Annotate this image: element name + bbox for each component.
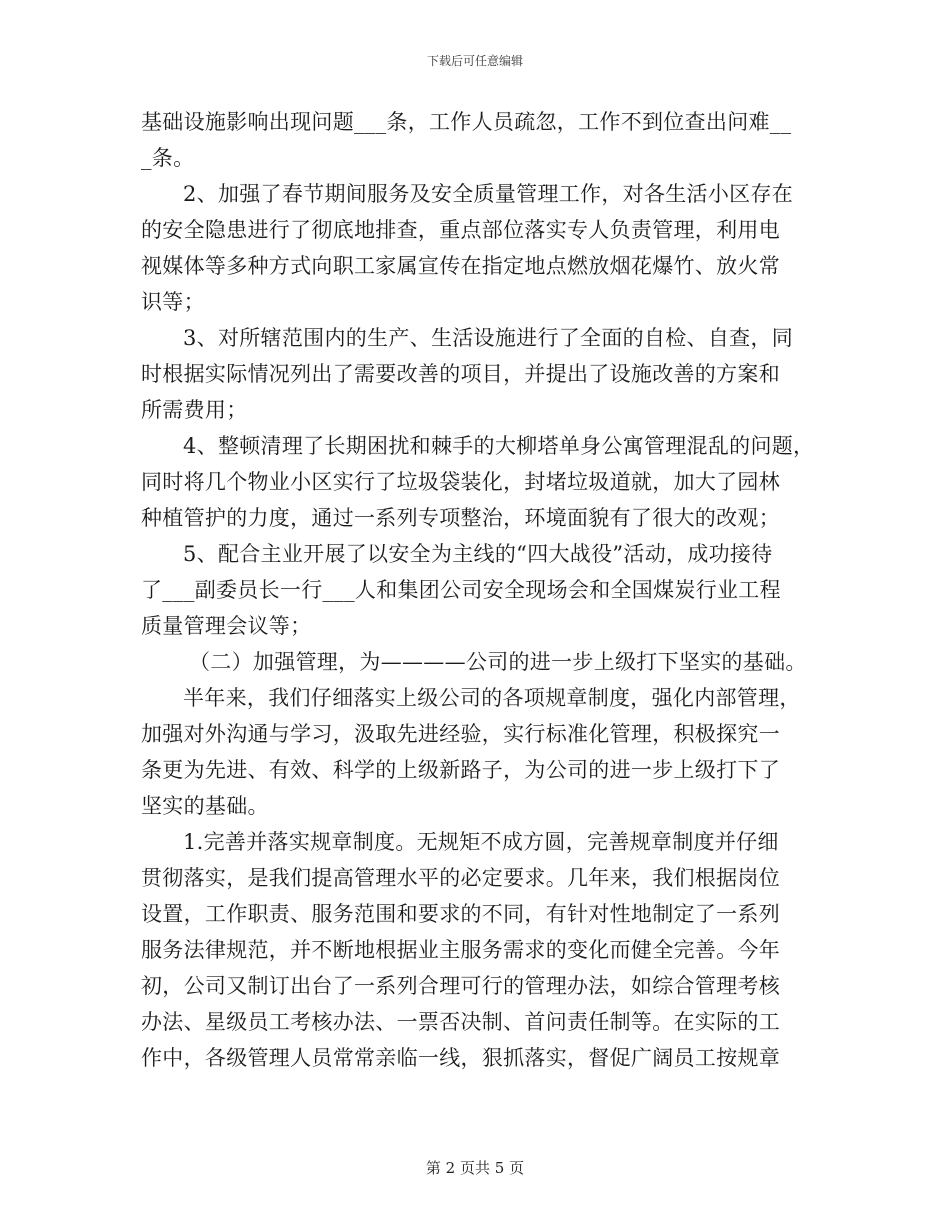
text-line: 基础设施影响出现问题___条，工作人员疏忽，工作不到位查出问难__	[141, 110, 792, 134]
text-line: 的安全隐患进行了彻底地排查，重点部位落实专人负责管理，利用电	[141, 218, 780, 242]
text-line: 种植管护的力度，通过一系列专项整治，环境面貌有了很大的改观；	[141, 506, 780, 530]
text-line: 了___副委员长一行___人和集团公司安全现场会和全国煤炭行业工程	[141, 578, 781, 602]
text-line: （二）加强管理，为————公司的进一步上级打下坚实的基础。	[189, 650, 807, 674]
text-line: 3、对所辖范围内的生产、生活设施进行了全面的自检、自查，同	[183, 326, 794, 350]
text-line: 所需费用；	[141, 398, 248, 422]
text-line: _条。	[141, 146, 195, 170]
document-body	[141, 104, 816, 1076]
text-line: 1.完善并落实规章制度。无规矩不成方圆，完善规章制度并仔细	[183, 830, 779, 854]
text-line: 作中，各级管理人员常常亲临一线，狠抓落实，督促广阔员工按规章	[141, 1046, 780, 1070]
text-line: 同时将几个物业小区实行了垃圾袋装化，封堵垃圾道就，加大了园林	[141, 470, 780, 494]
text-line: 加强对外沟通与学习，汲取先进经验，实行标准化管理，积极探究一	[141, 722, 780, 746]
text-line: 办法、星级员工考核办法、一票否决制、首问责任制等。在实际的工	[141, 1010, 780, 1034]
text-line: 半年来，我们仔细落实上级公司的各项规章制度，强化内部管理，	[183, 686, 801, 710]
text-line: 质量管理会议等；	[141, 614, 312, 638]
text-line: 4、整顿清理了长期困扰和棘手的大柳塔单身公寓管理混乱的问题，	[183, 434, 815, 458]
text-line: 时根据实际情况列出了需要改善的项目，并提出了设施改善的方案和	[141, 362, 780, 386]
text-line: 服务法律规范，并不断地根据业主服务需求的变化而健全完善。今年	[141, 938, 780, 962]
text-line: 设置，工作职责、服务范围和要求的不同，有针对性地制定了一系列	[141, 902, 780, 926]
text-line: 视媒体等多种方式向职工家属宣传在指定地点燃放烟花爆竹、放火常	[141, 254, 780, 278]
page-footer: 第 2 页共 5 页	[425, 1159, 525, 1177]
text-line: 贯彻落实，是我们提高管理水平的必定要求。几年来，我们根据岗位	[141, 866, 780, 890]
text-line: 识等；	[141, 290, 205, 314]
text-line: 坚实的基础。	[141, 794, 269, 818]
text-line: 初，公司又制订出台了一系列合理可行的管理办法，如综合管理考核	[141, 974, 780, 998]
text-line: 2、加强了春节期间服务及安全质量管理工作，对各生活小区存在	[183, 182, 794, 206]
text-line: 条更为先进、有效、科学的上级新路子，为公司的进一步上级打下了	[141, 758, 780, 782]
text-line: 5、配合主业开展了以安全为主线的“四大战役”活动，成功接待	[183, 542, 773, 566]
page-header: 下载后可任意编辑	[426, 54, 523, 68]
